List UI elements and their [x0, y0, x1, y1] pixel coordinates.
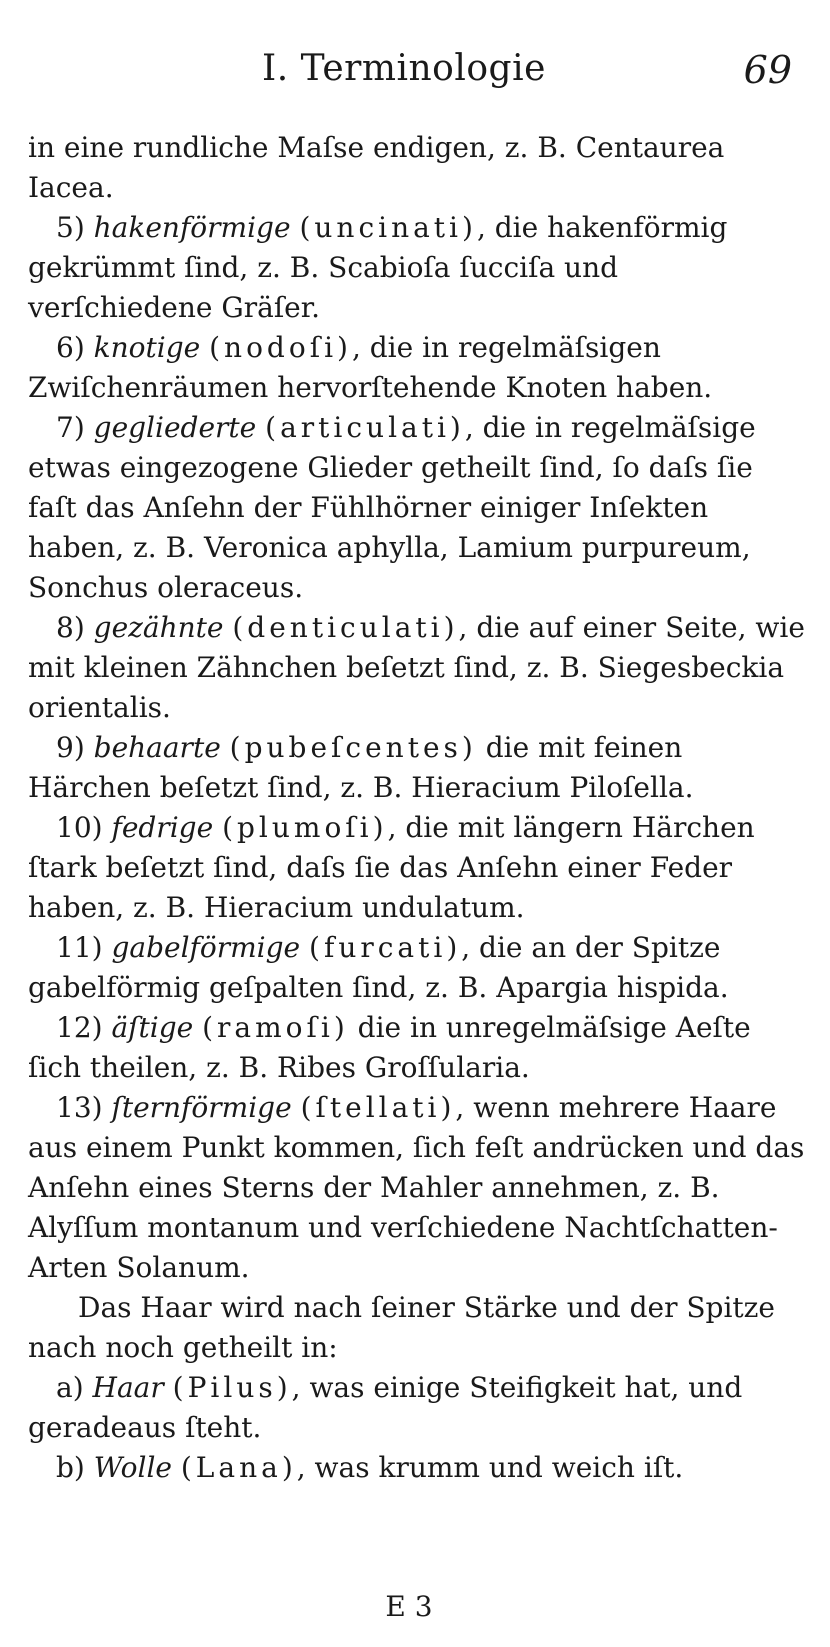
entry-gezaehnte: 8) gezähnte (denticulati), die auf einer Seite, wie mit kleinen Zähnchen beſetzt ſind, z. B. Siegesbeckia orientalis. [28, 611, 805, 724]
entry-latin: (denticulati) [232, 611, 459, 644]
entry-term: gegliederte [93, 411, 257, 444]
entry-term: äſtige [111, 1011, 194, 1044]
entry-gabelfoermige: 11) gabelförmige (furcati), die an der Spitze gabelförmig geſpalten ſind, z. B. Apargia hispida. [28, 931, 729, 1004]
entry-term: gezähnte [93, 611, 224, 644]
entry-latin: (pubeſcentes) [229, 731, 477, 764]
entry-wolle: b) Wolle (Lana), was krumm und weich iſt. [56, 1451, 684, 1484]
entry-fedrige: 10) fedrige (plumoſi), die mit längern Härchen ſtark beſetzt ſind, daſs ſie das Anſehn einer Feder haben, z. B. Hieracium undulatum. [28, 811, 755, 924]
paragraph-haar-division: Das Haar wird nach ſeiner Stärke und der Spitze nach noch getheilt in: [28, 1291, 776, 1364]
signature-text: E 3 [385, 1590, 433, 1623]
entry-haar: a) Haar (Pilus), was einige Steifigkeit hat, und geradeaus ſteht. [28, 1371, 743, 1444]
entry-latin: (uncinati) [299, 211, 477, 244]
entry-behaarte: 9) behaarte (pubeſcentes) die mit feinen Härchen beſetzt ſind, z. B. Hieracium Piloſella. [28, 731, 694, 804]
running-title: I. Terminologie [262, 48, 546, 89]
entry-term: hakenförmige [93, 211, 291, 244]
entry-term: Wolle [93, 1451, 172, 1484]
entry-aestige: 12) äſtige (ramoſi) die in unregelmäſsige Aeſte ſich theilen, z. B. Ribes Groſſularia. [28, 1011, 751, 1084]
entry-latin: (ramoſi) [202, 1011, 349, 1044]
entry-gegliederte: 7) gegliederte (articulati), die in regelmäſsige etwas eingezogene Glieder getheilt ſind, ſo daſs ſie faſt das Anſehn der Fühlhörner einiger Inſekten haben, z. B. Veronica aphylla, Lamium purpureum, Sonchus oleraceus. [28, 411, 756, 604]
entry-sternfoermige: 13) ſternförmige (ſtellati), wenn mehrere Haare aus einem Punkt kommen, ſich feſt andrücken und das Anſehn eines Sterns der Mahler annehmen, z. B. Alyſſum montanum und verſchiedene Nachtſchatten-Arten Solanum. [28, 1091, 805, 1284]
entry-latin: (furcati) [309, 931, 462, 964]
entry-continuation: in eine rundliche Maſse endigen, z. B. Centaurea Iacea. [28, 131, 725, 204]
entry-term: gabelförmige [111, 931, 301, 964]
entry-term: fedrige [111, 811, 214, 844]
entry-latin: (plumoſi) [222, 811, 388, 844]
signature-mark [0, 1590, 830, 1623]
page-header [0, 48, 830, 98]
entry-hakenfoermige: 5) hakenförmige (uncinati), die hakenförmig gekrümmt ſind, z. B. Scabioſa ſucciſa und verſchiedene Gräſer. [28, 211, 728, 324]
entry-term: behaarte [93, 731, 221, 764]
entry-term: knotige [93, 331, 201, 364]
entry-latin: (Pilus) [172, 1371, 292, 1404]
entry-latin: (Lana) [180, 1451, 297, 1484]
entry-knotige: 6) knotige (nodoſi), die in regelmäſsigen Zwiſchenräumen hervorſtehende Knoten haben. [28, 331, 713, 404]
entry-latin: (articulati) [265, 411, 465, 444]
entry-latin: (nodoſi) [209, 331, 352, 364]
entry-term: Haar [92, 1371, 164, 1404]
page-number: 69 [743, 48, 792, 92]
entry-term: ſternförmige [111, 1091, 292, 1124]
body-text [28, 128, 806, 1488]
entry-latin: (ſtellati) [300, 1091, 456, 1124]
